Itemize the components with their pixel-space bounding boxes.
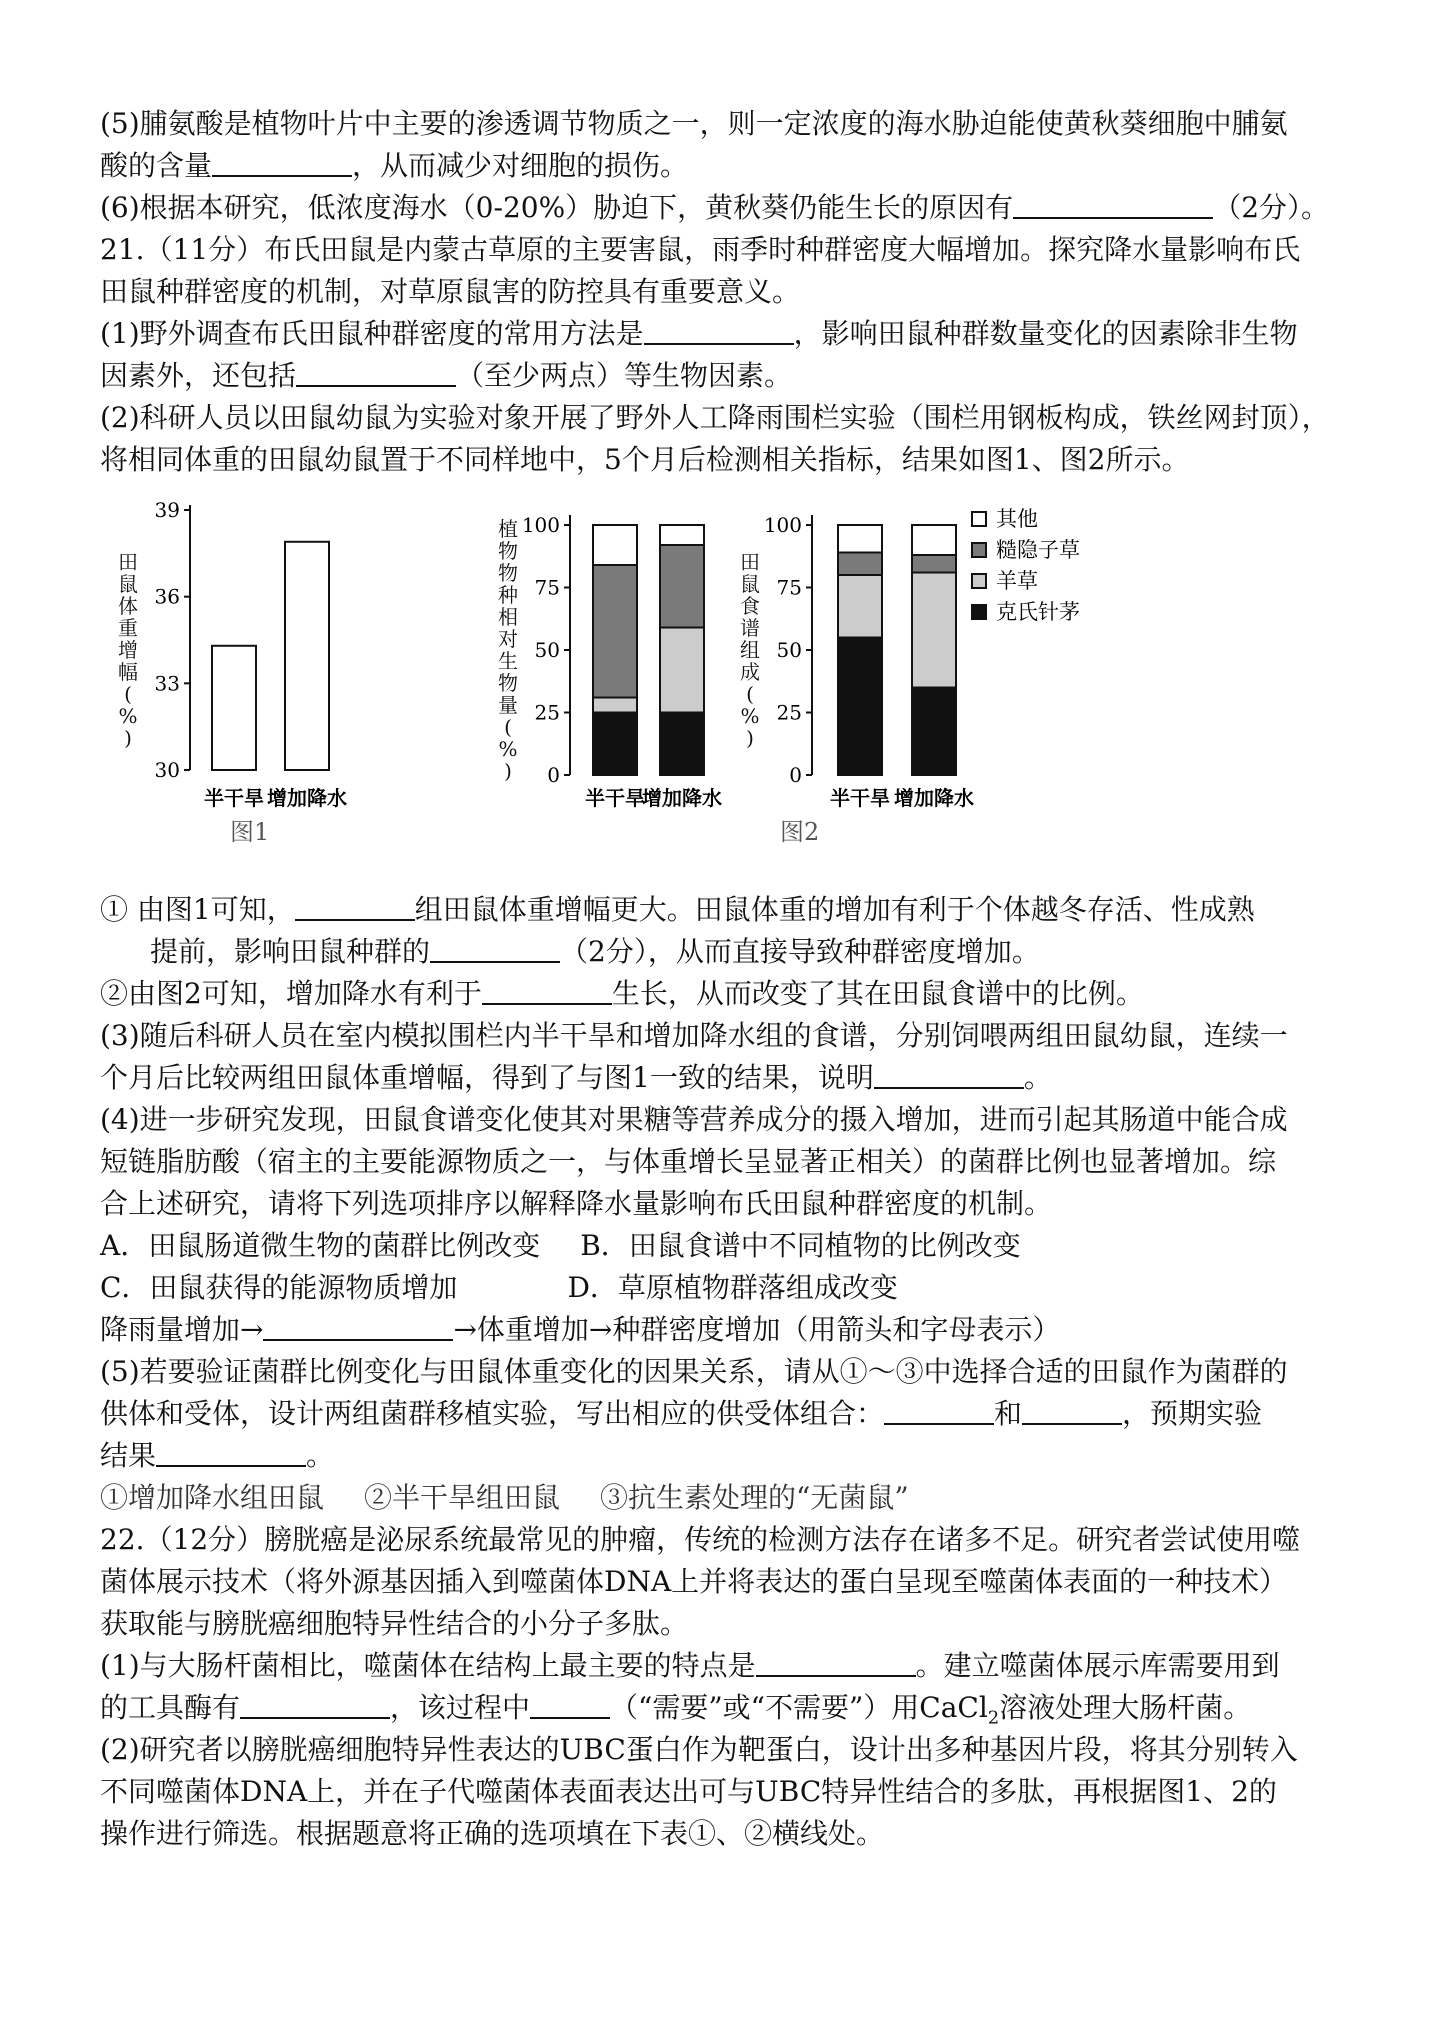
segment-糙隐子草	[838, 553, 882, 576]
segment-羊草	[593, 698, 637, 713]
q21-5-line2: 供体和受体，设计两组菌群移植实验，写出相应的供受体组合： 和 ，预期实验	[100, 1397, 1263, 1430]
mouse-option-2: ②半干旱组田鼠	[364, 1481, 561, 1514]
q22-stem-line2: 菌体展示技术（将外源基因插入到噬菌体DNA上并将表达的蛋白呈现至噬菌体表面的一种技术）	[100, 1565, 1288, 1598]
y-axis-label: 田鼠体重增幅( % )	[118, 550, 138, 750]
answer-blank[interactable]	[295, 895, 415, 921]
y-tick-label: 30	[154, 758, 180, 782]
segment-羊草	[838, 575, 882, 638]
q21-5-line1: (5)若要验证菌群比例变化与田鼠体重变化的因果关系，请从①～③中选择合适的田鼠作为菌群的	[100, 1355, 1288, 1388]
legend-label: 羊草	[996, 569, 1038, 593]
figure-2-caption: 图2	[780, 818, 820, 846]
q22-1-line1: (1)与大肠杆菌相比，噬菌体在结构上最主要的特点是 。建立噬菌体展示库需要用到	[100, 1649, 1280, 1682]
q21-3-line1: (3)随后科研人员在室内模拟围栏内半干旱和增加降水组的食谱，分别饲喂两组田鼠幼鼠，连续一	[100, 1019, 1288, 1052]
answer-blank[interactable]	[156, 1441, 306, 1467]
q21-2-c2-line: ②由图2可知，增加降水有利于 生长，从而改变了其在田鼠食谱中的比例。	[100, 977, 1144, 1010]
option-c: C．田鼠获得的能源物质增加	[100, 1271, 458, 1304]
answer-blank[interactable]	[240, 1693, 390, 1719]
q20-6-line: (6)根据本研究，低浓度海水（0-20%）胁迫下，黄秋葵仍能生长的原因有 （2分）。	[100, 191, 1330, 224]
q21-2-c1-line1: ① 由图1可知， 组田鼠体重增幅更大。田鼠体重的增加有利于个体越冬存活、性成熟	[100, 893, 1255, 926]
y-tick-label: 36	[154, 584, 180, 609]
figure-2-right-stacked-chart	[740, 513, 974, 810]
y-tick-label: 50	[534, 638, 560, 662]
answer-blank[interactable]	[874, 1063, 1024, 1089]
answer-blank[interactable]	[296, 361, 456, 387]
q21-3-line2: 个月后比较两组田鼠体重增幅，得到了与图1一致的结果，说明 。	[100, 1061, 1052, 1094]
q21-4-sequence-line: 降雨量增加→ →体重增加→种群密度增加（用箭头和字母表示）	[100, 1313, 1061, 1346]
answer-blank[interactable]	[212, 151, 352, 177]
x-tick-label: 半干旱	[204, 786, 264, 810]
segment-羊草	[912, 573, 956, 688]
answer-blank[interactable]	[530, 1693, 610, 1719]
answer-blank[interactable]	[1022, 1399, 1122, 1425]
segment-克氏针茅	[593, 713, 637, 776]
option-row-ab	[100, 1226, 1021, 1266]
legend-swatch	[972, 512, 986, 526]
answer-blank[interactable]	[263, 1315, 453, 1341]
q21-4-line1: (4)进一步研究发现，田鼠食谱变化使其对果糖等营养成分的摄入增加，进而引起其肠道中能合成	[100, 1103, 1288, 1136]
answer-blank[interactable]	[756, 1651, 916, 1677]
y-tick-label: 39	[154, 500, 180, 522]
segment-糙隐子草	[660, 545, 704, 628]
x-tick-label: 增加降水	[642, 786, 722, 810]
q21-1-line1: (1)野外调查布氏田鼠种群密度的常用方法是 ，影响田鼠种群数量变化的因素除非生物	[100, 317, 1298, 350]
q21-stem-line1: 21.（11分）布氏田鼠是内蒙古草原的主要害鼠，雨季时种群密度大幅增加。探究降水量影响布氏	[100, 233, 1301, 266]
legend-swatch	[972, 543, 986, 557]
legend-label: 克氏针茅	[996, 600, 1080, 624]
figure-1-caption: 图1	[230, 818, 270, 846]
segment-羊草	[660, 628, 704, 713]
q21-2-line2: 将相同体重的田鼠幼鼠置于不同样地中，5个月后检测相关指标，结果如图1、图2所示。	[100, 443, 1190, 476]
q22-stem-line3: 获取能与膀胱癌细胞特异性结合的小分子多肽。	[100, 1607, 689, 1640]
q22-2-line2: 不同噬菌体DNA上，并在子代噬菌体表面表达出可与UBC特异性结合的多肽，再根据图1、2的	[100, 1775, 1277, 1808]
segment-其他	[912, 525, 956, 555]
answer-blank[interactable]	[430, 937, 560, 963]
segment-其他	[660, 525, 704, 545]
segment-糙隐子草	[912, 555, 956, 573]
figure-2-legend	[972, 507, 1080, 624]
bar-2	[285, 542, 329, 770]
figure-1-bar-chart	[118, 500, 347, 810]
option-row-cd	[100, 1268, 898, 1308]
option-d: D．草原植物群落组成改变	[567, 1271, 898, 1304]
y-tick-label: 0	[547, 763, 560, 787]
segment-克氏针茅	[660, 713, 704, 776]
answer-blank[interactable]	[482, 979, 612, 1005]
x-tick-label: 增加降水	[267, 786, 347, 810]
q21-1-line2: 因素外，还包括 （至少两点）等生物因素。	[100, 359, 793, 392]
mouse-option-1: ①增加降水组田鼠	[100, 1481, 325, 1514]
q21-5-line3: 结果 。	[100, 1439, 335, 1472]
bar-1	[212, 646, 256, 770]
q21-4-line2: 短链脂肪酸（宿主的主要能源物质之一，与体重增长呈显著正相关）的菌群比例也显著增加。综	[100, 1145, 1277, 1178]
legend-label: 其他	[996, 507, 1038, 531]
segment-克氏针茅	[838, 638, 882, 776]
answer-blank[interactable]	[644, 319, 794, 345]
answer-blank[interactable]	[1013, 193, 1213, 219]
q20-5-line1: (5)脯氨酸是植物叶片中主要的渗透调节物质之一，则一定浓度的海水胁迫能使黄秋葵细胞中脯氨	[100, 107, 1288, 140]
figure-area	[0, 500, 1433, 860]
segment-糙隐子草	[593, 565, 637, 698]
q21-2-c1-line2: 提前，影响田鼠种群的 （2分），从而直接导致种群密度增加。	[150, 935, 1040, 968]
q22-stem-line1: 22.（12分）膀胱癌是泌尿系统最常见的肿瘤，传统的检测方法存在诸多不足。研究者尝试使用噬	[100, 1523, 1301, 1556]
y-axis-label: 植物物种相对生物量( % )	[498, 517, 518, 783]
q22-1-line2: 的工具酶有 ，该过程中 （“需要”或“不需要”）用CaCl$_2$溶液处理大肠杆菌。	[100, 1691, 1252, 1729]
option-a: A．田鼠肠道微生物的菌群比例改变	[100, 1229, 541, 1262]
x-tick-label: 半干旱	[585, 786, 645, 810]
legend-swatch	[972, 574, 986, 588]
legend-swatch	[972, 605, 986, 619]
y-tick-label: 100	[521, 513, 560, 537]
segment-其他	[838, 525, 882, 553]
x-tick-label: 增加降水	[894, 786, 974, 810]
legend-label: 糙隐子草	[996, 538, 1080, 562]
q22-2-line3: 操作进行筛选。根据题意将正确的选项填在下表①、②横线处。	[100, 1817, 885, 1850]
q22-2-line1: (2)研究者以膀胱癌细胞特异性表达的UBC蛋白作为靶蛋白，设计出多种基因片段，将其分别转入	[100, 1733, 1298, 1766]
q21-2-line1: (2)科研人员以田鼠幼鼠为实验对象开展了野外人工降雨围栏实验（围栏用钢板构成，铁丝网封顶），	[100, 401, 1330, 434]
q21-stem-line2: 田鼠种群密度的机制，对草原鼠害的防控具有重要意义。	[100, 275, 801, 308]
answer-blank[interactable]	[884, 1399, 994, 1425]
y-tick-label: 50	[776, 638, 802, 662]
y-tick-label: 75	[776, 575, 802, 600]
y-axis-label: 田鼠食谱组成( % )	[740, 550, 760, 750]
figure-2-left-stacked-chart	[498, 513, 722, 810]
segment-其他	[593, 525, 637, 565]
option-b: B．田鼠食谱中不同植物的比例改变	[580, 1229, 1021, 1262]
y-tick-label: 75	[534, 575, 560, 600]
y-tick-label: 25	[534, 700, 560, 725]
mouse-options-line	[100, 1478, 909, 1518]
y-tick-label: 0	[789, 763, 802, 787]
segment-克氏针茅	[912, 688, 956, 776]
x-tick-label: 半干旱	[830, 786, 890, 810]
q20-5-line2: 酸的含量 ，从而减少对细胞的损伤。	[100, 149, 689, 182]
y-tick-label: 25	[776, 700, 802, 725]
mouse-option-3: ③抗生素处理的“无菌鼠”	[600, 1481, 909, 1514]
q21-4-line3: 合上述研究，请将下列选项排序以解释降水量影响布氏田鼠种群密度的机制。	[100, 1187, 1053, 1220]
y-tick-label: 100	[763, 513, 802, 537]
y-tick-label: 33	[154, 671, 180, 696]
